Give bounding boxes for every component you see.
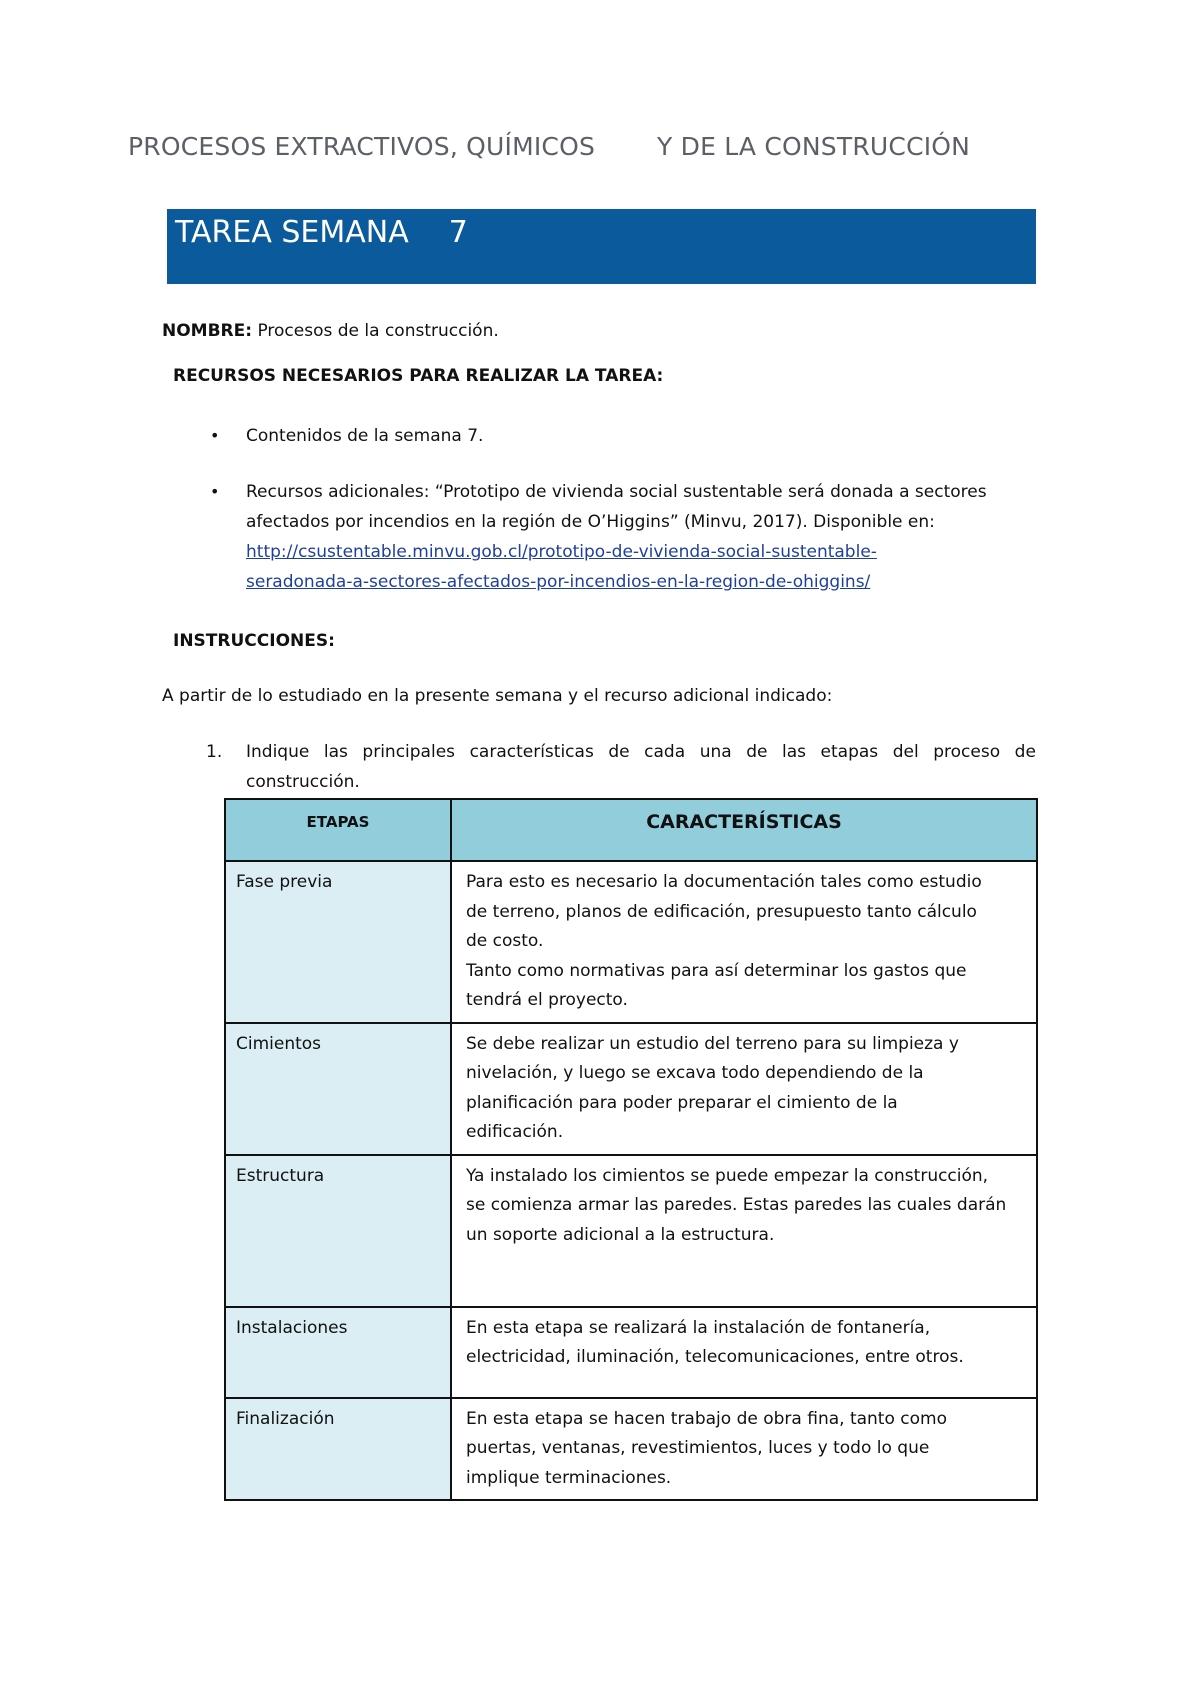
question-word: del — [892, 742, 919, 762]
stage-name: Fase previa — [225, 861, 451, 1023]
description-line: nivelación, y luego se excava todo dependiendo de la — [466, 1063, 924, 1083]
nombre-line — [162, 316, 499, 346]
question-line-1 — [246, 737, 1036, 767]
question-word: proceso — [933, 742, 1001, 762]
question-word: características — [469, 742, 594, 762]
question-word: cada — [644, 742, 686, 762]
table-row — [225, 1307, 1037, 1398]
resource-link-line-1[interactable]: http://csustentable.minvu.gob.cl/prototipo-de-vivienda-social-sustentable- — [246, 542, 877, 562]
banner-title — [175, 215, 468, 250]
question-word: las — [323, 742, 348, 762]
description-line: de terreno, planos de edificación, presupuesto tanto cálculo — [466, 901, 977, 922]
stage-description — [451, 1307, 1037, 1398]
description-line: planificación para poder preparar el cimiento de la — [466, 1092, 898, 1113]
stage-name: Instalaciones — [225, 1307, 451, 1398]
stage-description — [451, 1023, 1037, 1155]
stage-description — [451, 1398, 1037, 1501]
banner-week-number: 7 — [448, 215, 468, 250]
description-line: se comienza armar las paredes. Estas paredes las cuales darán — [466, 1195, 1007, 1215]
stage-name: Estructura — [225, 1155, 451, 1307]
description-line: Ya instalado los cimientos se puede empezar la construcción, — [466, 1165, 989, 1186]
nombre-label: NOMBRE: — [162, 321, 253, 341]
nombre-value: Procesos de la construcción. — [252, 321, 499, 341]
assignment-banner — [167, 209, 1036, 284]
resource-link-line-2[interactable]: seradonada-a-sectores-afectados-por-incendios-en-la-region-de-ohiggins/ — [246, 572, 871, 592]
question-word: etapas — [820, 742, 879, 762]
table-row — [225, 1023, 1037, 1155]
header-caracteristicas: CARACTERÍSTICAS — [451, 799, 1037, 861]
table-header-row — [225, 799, 1037, 861]
question-word: las — [782, 742, 806, 762]
description-line: un soporte adicional a la estructura. — [466, 1224, 775, 1245]
description-line: En esta etapa se realizará la instalación de fontanería, — [466, 1317, 931, 1338]
question-word: de — [608, 742, 630, 762]
stage-description — [451, 861, 1037, 1023]
stage-name: Finalización — [225, 1398, 451, 1501]
question-number: 1. — [206, 742, 223, 762]
description-line: electricidad, iluminación, telecomunicaciones, entre otros. — [466, 1347, 964, 1367]
description-line: edificación. — [466, 1122, 564, 1142]
header-etapas: ETAPAS — [225, 799, 451, 861]
description-line: En esta etapa se hacen trabajo de obra fina, tanto como — [466, 1408, 947, 1429]
table-row — [225, 1155, 1037, 1307]
description-line: puertas, ventanas, revestimientos, luces y todo lo que — [466, 1438, 930, 1458]
description-line: Para esto es necesario la documentación tales como estudio — [466, 872, 982, 892]
course-title-right: Y DE LA CONSTRUCCIÓN — [657, 132, 971, 161]
instrucciones-intro: A partir de lo estudiado en la presente semana y el recurso adicional indicado: — [162, 686, 833, 706]
instrucciones-heading: INSTRUCCIONES: — [173, 631, 335, 651]
stages-table — [224, 798, 1038, 1501]
description-line: Tanto como normativas para así determinar los gastos que — [466, 960, 967, 981]
stage-name: Cimientos — [225, 1023, 451, 1155]
course-title-left: PROCESOS EXTRACTIVOS, QUÍMICOS — [128, 132, 596, 161]
recursos-item-2-line-1: Recursos adicionales: “Prototipo de vivienda social sustentable será donada a sectores — [246, 482, 987, 502]
banner-label: TAREA SEMANA — [175, 215, 409, 250]
stage-description — [451, 1155, 1037, 1307]
question-word: principales — [362, 742, 456, 762]
recursos-heading: RECURSOS NECESARIOS PARA REALIZAR LA TAREA: — [173, 366, 664, 386]
question-word: de — [1014, 742, 1036, 762]
description-line: Se debe realizar un estudio del terreno para su limpieza y — [466, 1033, 959, 1054]
bullet-marker: • — [210, 426, 220, 445]
question-word: Indique — [246, 742, 310, 762]
bullet-marker: • — [210, 482, 220, 501]
question-line-2: construcción. — [246, 772, 360, 792]
table-row — [225, 1398, 1037, 1501]
table-row — [225, 861, 1037, 1023]
recursos-item-2-line-2: afectados por incendios en la región de O’Higgins” (Minvu, 2017). Disponible en: — [246, 512, 935, 532]
description-line: implique terminaciones. — [466, 1467, 672, 1488]
recursos-item-1: Contenidos de la semana 7. — [246, 426, 484, 446]
description-line: de costo. — [466, 931, 544, 951]
course-title — [128, 132, 970, 161]
question-word: de — [746, 742, 768, 762]
question-word: una — [699, 742, 732, 762]
description-line: tendrá el proyecto. — [466, 990, 628, 1010]
